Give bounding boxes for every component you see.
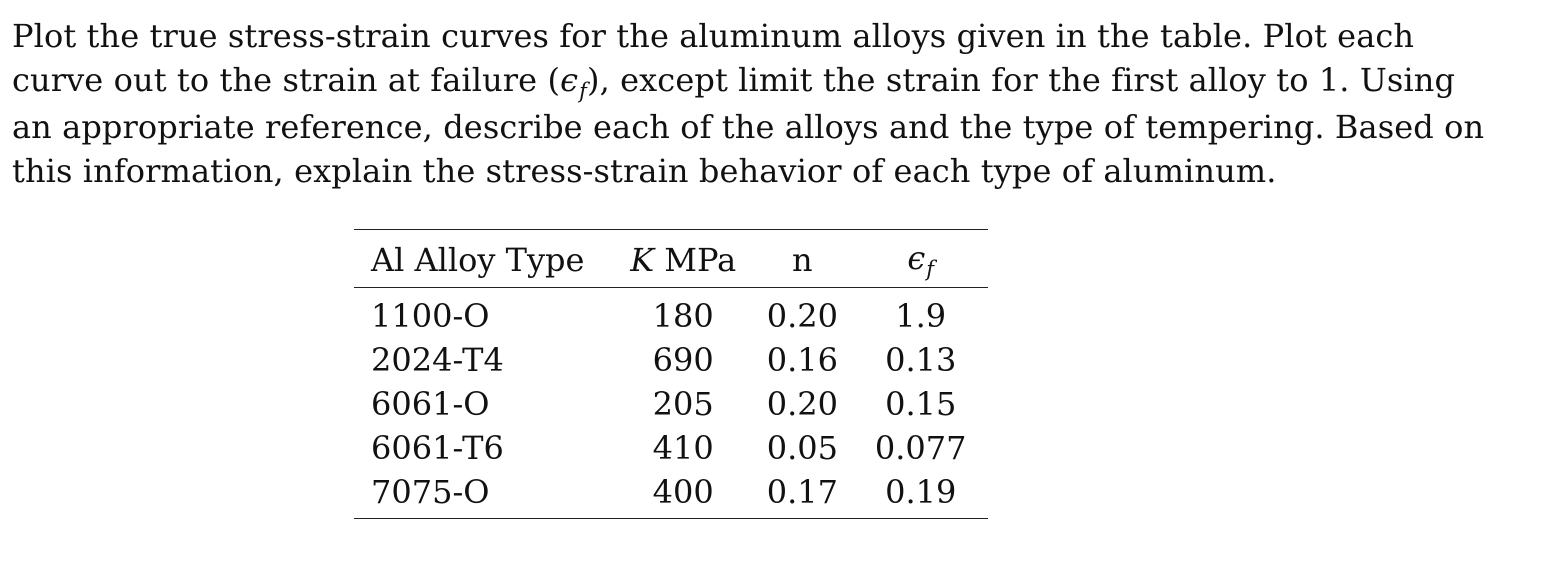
paragraph-line-4: this information, explain the stress-strain behavior of each type of aluminum. — [12, 151, 1277, 190]
paragraph-line-2-start: curve out to the strain at failure ( — [12, 60, 561, 99]
cell-alloy-type: 2024-T4 — [371, 341, 504, 379]
epsilon-subscript: f — [579, 78, 587, 103]
epsilon-symbol: ϵ — [560, 60, 579, 99]
alloy-table — [354, 229, 988, 519]
problem-statement — [12, 15, 1485, 193]
cell-n: 0.16 — [766, 341, 838, 379]
cell-n: 0.20 — [766, 297, 838, 335]
table-row — [354, 288, 988, 339]
header-strain-failure — [853, 230, 988, 288]
paragraph-line-1: Plot the true stress-strain curves for the aluminum alloys given in the table. Plot each — [12, 17, 1415, 55]
cell-ef: 1.9 — [895, 297, 947, 335]
table-row — [354, 470, 988, 519]
cell-alloy-type: 6061-T6 — [371, 429, 504, 467]
cell-ef: 0.077 — [874, 429, 967, 467]
cell-n: 0.17 — [766, 473, 838, 511]
table-row — [354, 338, 988, 382]
cell-alloy-type: 1100-O — [371, 297, 490, 335]
alloy-table-container — [354, 229, 988, 519]
cell-k: 400 — [652, 473, 714, 511]
cell-k: 410 — [652, 429, 714, 467]
paragraph-line-2-end: ), except limit the strain for the first alloy to 1. Using — [586, 60, 1456, 99]
header-alloy-type: Al Alloy Type — [371, 240, 585, 279]
cell-k: 180 — [652, 297, 714, 335]
cell-ef: 0.19 — [885, 473, 957, 511]
paragraph-line-2 — [12, 59, 1456, 107]
cell-ef: 0.13 — [885, 341, 957, 379]
cell-ef: 0.15 — [885, 385, 957, 423]
cell-k: 690 — [652, 341, 714, 379]
cell-n: 0.05 — [766, 429, 838, 467]
header-ef-subscript: f — [926, 256, 935, 281]
paragraph-line-3: an appropriate reference, describe each of the alloys and the type of tempering. Based on — [12, 108, 1485, 146]
header-ef-symbol: ϵ — [907, 238, 926, 277]
cell-n: 0.20 — [766, 385, 838, 423]
table-row — [354, 426, 988, 470]
cell-alloy-type: 7075-O — [371, 473, 490, 511]
header-n: n — [792, 240, 813, 279]
table-row — [354, 382, 988, 426]
header-k-symbol: K — [630, 240, 655, 279]
header-k-unit: MPa — [654, 240, 737, 279]
header-k — [615, 230, 751, 288]
cell-alloy-type: 6061-O — [371, 385, 490, 423]
table-header-row — [354, 230, 988, 288]
cell-k: 205 — [652, 385, 714, 423]
